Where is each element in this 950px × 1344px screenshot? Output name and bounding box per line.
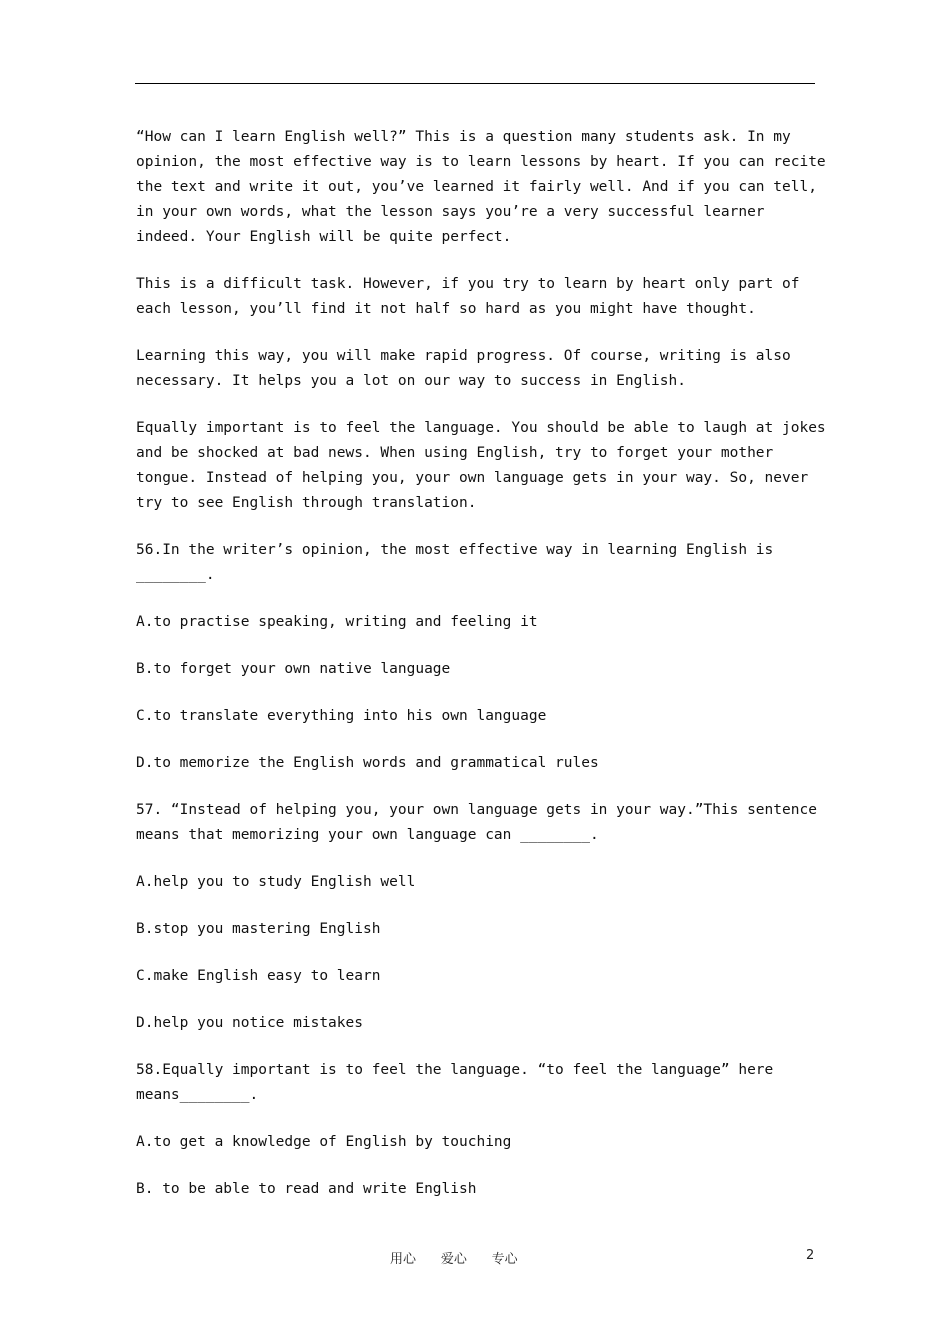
passage-line: and be shocked at bad news. When using English, try to forget your mother xyxy=(136,445,774,461)
page-content xyxy=(136,125,826,1224)
question-57-stem xyxy=(136,798,826,848)
footer-motto xyxy=(390,1248,518,1267)
passage-line: This is a difficult task. However, if you try to learn by heart only part of xyxy=(136,276,800,292)
passage-line: “How can I learn English well?” This is a question many students ask. In my xyxy=(136,129,791,145)
question-57-option-d: D.help you notice mistakes xyxy=(136,1015,363,1031)
passage-paragraph-1 xyxy=(136,125,826,250)
question-57-option-b: B.stop you mastering English xyxy=(136,921,381,937)
question-stem-line: 56.In the writer’s opinion, the most effective way in learning English is xyxy=(136,542,774,558)
page-number: 2 xyxy=(806,1248,815,1263)
question-stem-line: 57. “Instead of helping you, your own language gets in your way.”This sentence xyxy=(136,802,817,818)
question-58-option-a: A.to get a knowledge of English by touching xyxy=(136,1134,512,1150)
question-57-option-c: C.make English easy to learn xyxy=(136,968,381,984)
question-stem-line: means________. xyxy=(136,1087,259,1103)
question-56-option-a: A.to practise speaking, writing and feeling it xyxy=(136,614,538,630)
passage-paragraph-2 xyxy=(136,272,826,322)
footer-motto-word: 专心 xyxy=(491,1252,518,1267)
passage-line: Equally important is to feel the language. You should be able to laugh at jokes xyxy=(136,420,826,436)
question-stem-line: ________. xyxy=(136,567,215,583)
passage-paragraph-3 xyxy=(136,344,826,394)
passage-line: the text and write it out, you’ve learned it fairly well. And if you can tell, xyxy=(136,179,817,195)
footer-motto-word: 用心 xyxy=(390,1252,417,1267)
question-stem-line: 58.Equally important is to feel the language. “to feel the language” here xyxy=(136,1062,774,1078)
passage-paragraph-4 xyxy=(136,416,826,516)
passage-line: in your own words, what the lesson says you’re a very successful learner xyxy=(136,204,765,220)
question-58-stem xyxy=(136,1058,826,1108)
question-58-option-b: B. to be able to read and write English xyxy=(136,1181,477,1197)
question-56-option-d: D.to memorize the English words and grammatical rules xyxy=(136,755,599,771)
passage-line: try to see English through translation. xyxy=(136,495,477,511)
question-56-option-b: B.to forget your own native language xyxy=(136,661,451,677)
question-57-option-a: A.help you to study English well xyxy=(136,874,416,890)
question-stem-line: means that memorizing your own language can ________. xyxy=(136,827,599,843)
passage-line: tongue. Instead of helping you, your own language gets in your way. So, never xyxy=(136,470,809,486)
passage-line: opinion, the most effective way is to learn lessons by heart. If you can recite xyxy=(136,154,826,170)
header-rule xyxy=(135,83,815,84)
passage-line: necessary. It helps you a lot on our way to success in English. xyxy=(136,373,686,389)
footer-motto-word: 爱心 xyxy=(440,1252,467,1267)
passage-line: Learning this way, you will make rapid progress. Of course, writing is also xyxy=(136,348,791,364)
question-56-stem xyxy=(136,538,826,588)
passage-line: indeed. Your English will be quite perfect. xyxy=(136,229,512,245)
passage-line: each lesson, you’ll find it not half so hard as you might have thought. xyxy=(136,301,756,317)
question-56-option-c: C.to translate everything into his own language xyxy=(136,708,547,724)
